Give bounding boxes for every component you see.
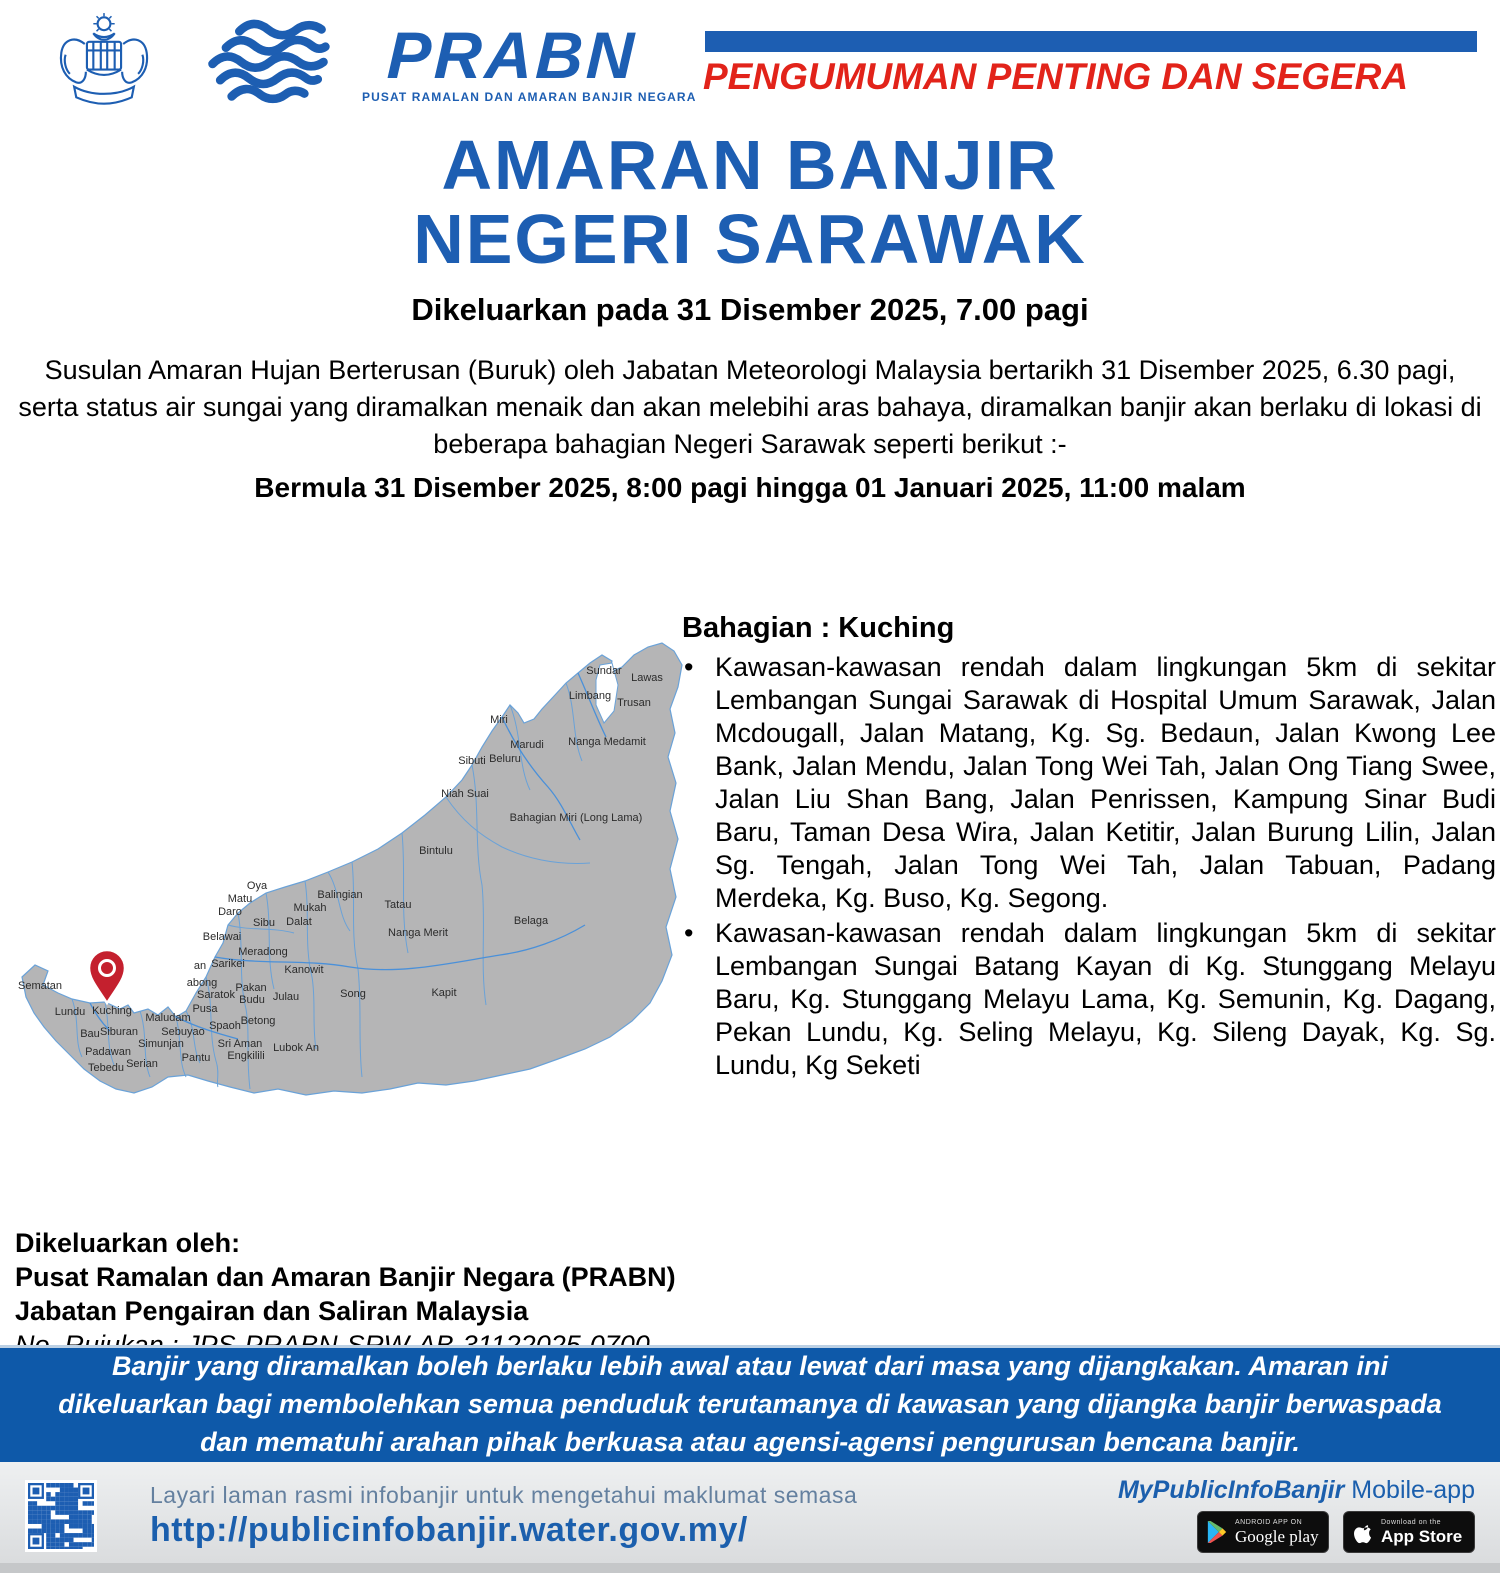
map-label-nanga-merit: Nanga Merit	[388, 927, 448, 939]
map-label-dalat: Dalat	[286, 916, 312, 928]
footer-bottom-strip	[0, 1563, 1500, 1573]
map-label-bau: Bau	[80, 1028, 100, 1040]
map-label-tatau: Tatau	[384, 899, 412, 911]
map-label-spaoh: Spaoh	[209, 1020, 241, 1032]
google-play-icon	[1206, 1520, 1228, 1544]
title-line1: AMARAN BANJIR	[441, 126, 1059, 204]
issued-by-label: Dikeluarkan oleh:	[15, 1228, 241, 1258]
section-heading: Bahagian : Kuching	[682, 612, 955, 644]
map-label-betong: Betong	[240, 1015, 276, 1027]
map-label-serian: Serian	[126, 1058, 158, 1070]
map-label-budu: Budu	[239, 994, 265, 1006]
sarawak-map-svg	[10, 625, 690, 1125]
map-label-kuching: Kuching	[92, 1005, 132, 1017]
map-label-oya: Oya	[246, 880, 268, 892]
title-line2: NEGERI SARAWAK	[413, 200, 1087, 278]
header-blue-bar	[705, 31, 1477, 52]
qr-code	[25, 1480, 97, 1552]
google-play-top-text: ANDROID APP ON	[1235, 1519, 1303, 1526]
prabn-logo-text: PRABN	[385, 18, 639, 92]
store-badges	[1015, 1511, 1475, 1553]
map-label-belaga: Belaga	[513, 915, 549, 927]
issuer-agency: Pusat Ramalan dan Amaran Banjir Negara (PRABN)	[15, 1262, 676, 1292]
footer-info	[150, 1482, 857, 1550]
map-label-julau: Julau	[272, 991, 300, 1003]
map-label-limbang: Limbang	[568, 690, 612, 702]
map-label-bahagian-miri-long-lama-: Bahagian Miri (Long Lama)	[509, 812, 643, 824]
warning-period: Bermula 31 Disember 2025, 8:00 pagi hingga 01 Januari 2025, 11:00 malam	[254, 472, 1246, 503]
map-label-belawai: Belawai	[202, 931, 242, 943]
map-label-matu: Matu	[227, 893, 253, 905]
map-label-song: Song	[340, 988, 366, 1000]
page-title	[0, 128, 1500, 276]
map-label-padawan: Padawan	[85, 1046, 131, 1058]
app-store-bottom-text: App Store	[1381, 1527, 1463, 1546]
map-label-kanowit: Kanowit	[284, 964, 324, 976]
map-label-siburan: Siburan	[100, 1026, 138, 1038]
warning-bullet: • Kawasan-kawasan rendah dalam lingkungan 5km di sekitar Lembangan Sungai Sarawak di Hospital Umum Sarawak, Jalan Mcdougall, Jalan Matang, Kg. Sg. Bedaun, Jalan Kwong Lee Bank, Jalan Mendu, Jalan Tong Wei Tah, Jalan Ong Tiang Swee, Jalan Liu Shan Bang, Jalan Penrissen, Kampung Sinar Budi Baru, Taman Desa Wira, Jalan Ketitir, Jalan Burung Lilin, Jalan Sg. Tengah, Jalan Tong Wei Tah, Jalan Tabuan, Padang Merdeka, Kg. Buso, Kg. Segong.	[682, 651, 1496, 915]
kuching-location-pin	[89, 950, 125, 1003]
issued-by-block	[15, 1226, 915, 1362]
map-label-mukah: Mukah	[293, 902, 327, 914]
map-label-marudi: Marudi	[510, 739, 544, 751]
map-label-pusa: Pusa	[192, 1003, 218, 1015]
map-label-pakan: Pakan	[235, 982, 267, 994]
issued-datetime: Dikeluarkan pada 31 Disember 2025, 7.00 pagi	[411, 292, 1089, 327]
map-label-bintulu: Bintulu	[419, 845, 453, 857]
google-play-bottom-text: Google play	[1235, 1527, 1319, 1546]
map-label-sibu: Sibu	[252, 917, 276, 929]
intro-paragraph: Susulan Amaran Hujan Berterusan (Buruk) oleh Jabatan Meteorologi Malaysia bertarikh 31 Disember 2025, 6.30 pagi, serta status air sungai yang diramalkan menaik dan akan melebihi aras bahaya, diramalkan banjir akan berlaku di lokasi di beberapa bahagian Negeri Sarawak seperti berikut :-	[18, 355, 1482, 459]
map-label-sundar: Sundar	[586, 665, 622, 677]
footer-tagline: Layari laman rasmi infobanjir untuk mengetahui maklumat semasa	[150, 1482, 858, 1508]
map-label-engkilili: Engkilili	[227, 1050, 265, 1062]
map-label-kapit: Kapit	[431, 987, 457, 999]
issuer-department: Jabatan Pengairan dan Saliran Malaysia	[15, 1296, 529, 1326]
map-label-sarikei: Sarikei	[211, 958, 245, 970]
apple-icon	[1352, 1519, 1374, 1545]
app-store-badge[interactable]	[1343, 1511, 1475, 1553]
map-label-saratok: Saratok	[197, 989, 235, 1001]
warning-bullet: • Kawasan-kawasan rendah dalam lingkungan 5km di sekitar Lembangan Sungai Batang Kayan di Kg. Stunggang Melayu Baru, Kg. Stunggang Melayu Lama, Kg. Semunin, Kg. Dagang, Pekan Lundu, Kg. Seling Melayu, Kg. Sileng Dayak, Kg. Sg. Lundu, Kg Seketi	[682, 917, 1496, 1082]
map-label-lundu: Lundu	[54, 1006, 86, 1018]
map-label-miri: Miri	[490, 714, 508, 726]
map-label-daro: Daro	[218, 906, 242, 918]
malaysia-coat-of-arms-logo	[50, 12, 158, 108]
map-label-an: an	[193, 960, 207, 972]
prabn-logo	[362, 18, 697, 104]
infobanjir-url-link[interactable]: http://publicinfobanjir.water.gov.my/	[150, 1511, 748, 1549]
map-label-maludam: Maludam	[145, 1012, 191, 1024]
jps-waves-logo	[202, 18, 334, 106]
disclaimer-text: Banjir yang diramalkan boleh berlaku lebih awal atau lewat dari masa yang dijangkakan. Amaran ini dikeluarkan bagi membolehkan semua penduduk terutamanya di kawasan yang dijangka banjir berwaspada dan mematuhi arahan pihak berkuasa atau agensi-agensi pengurusan bencana banjir.	[58, 1350, 1442, 1457]
map-label-sebuyao: Sebuyao	[161, 1026, 205, 1038]
map-label-abong: abong	[186, 977, 218, 989]
prabn-logo-tagline: PUSAT RAMALAN DAN AMARAN BANJIR NEGARA	[362, 90, 697, 104]
app-suffix: Mobile-app	[1344, 1476, 1475, 1504]
sarawak-map	[10, 625, 690, 1125]
map-label-lawas: Lawas	[631, 672, 663, 684]
map-label-sematan: Sematan	[17, 980, 63, 992]
map-label-simunjan: Simunjan	[138, 1038, 184, 1050]
mobile-app-section	[1015, 1476, 1475, 1553]
disclaimer-banner	[0, 1345, 1500, 1462]
map-label-trusan: Trusan	[617, 697, 651, 709]
google-play-badge[interactable]	[1197, 1511, 1329, 1553]
map-label-meradong: Meradong	[238, 946, 288, 958]
map-label-pantu: Pantu	[181, 1052, 211, 1064]
urgent-announcement-text: PENGUMUMAN PENTING DAN SEGERA	[703, 56, 1409, 97]
map-label-nanga-medamit: Nanga Medamit	[568, 736, 646, 748]
affected-areas-section	[682, 612, 1496, 1084]
map-label-beluru: Beluru	[489, 753, 521, 765]
app-store-top-text: Download on the	[1381, 1519, 1442, 1526]
map-label-lubok-an: Lubok An	[273, 1042, 319, 1054]
map-label-tebedu: Tebedu	[87, 1062, 125, 1074]
map-label-sibuti: Sibuti	[458, 755, 486, 767]
map-label-sri-aman: Sri Aman	[217, 1038, 263, 1050]
map-label-balingian: Balingian	[317, 889, 363, 901]
mobile-app-label	[1015, 1476, 1475, 1505]
map-label-niah-suai: Niah Suai	[441, 788, 489, 800]
warning-bullet-list	[682, 651, 1496, 1082]
app-name: MyPublicInfoBanjir	[1117, 1476, 1345, 1504]
